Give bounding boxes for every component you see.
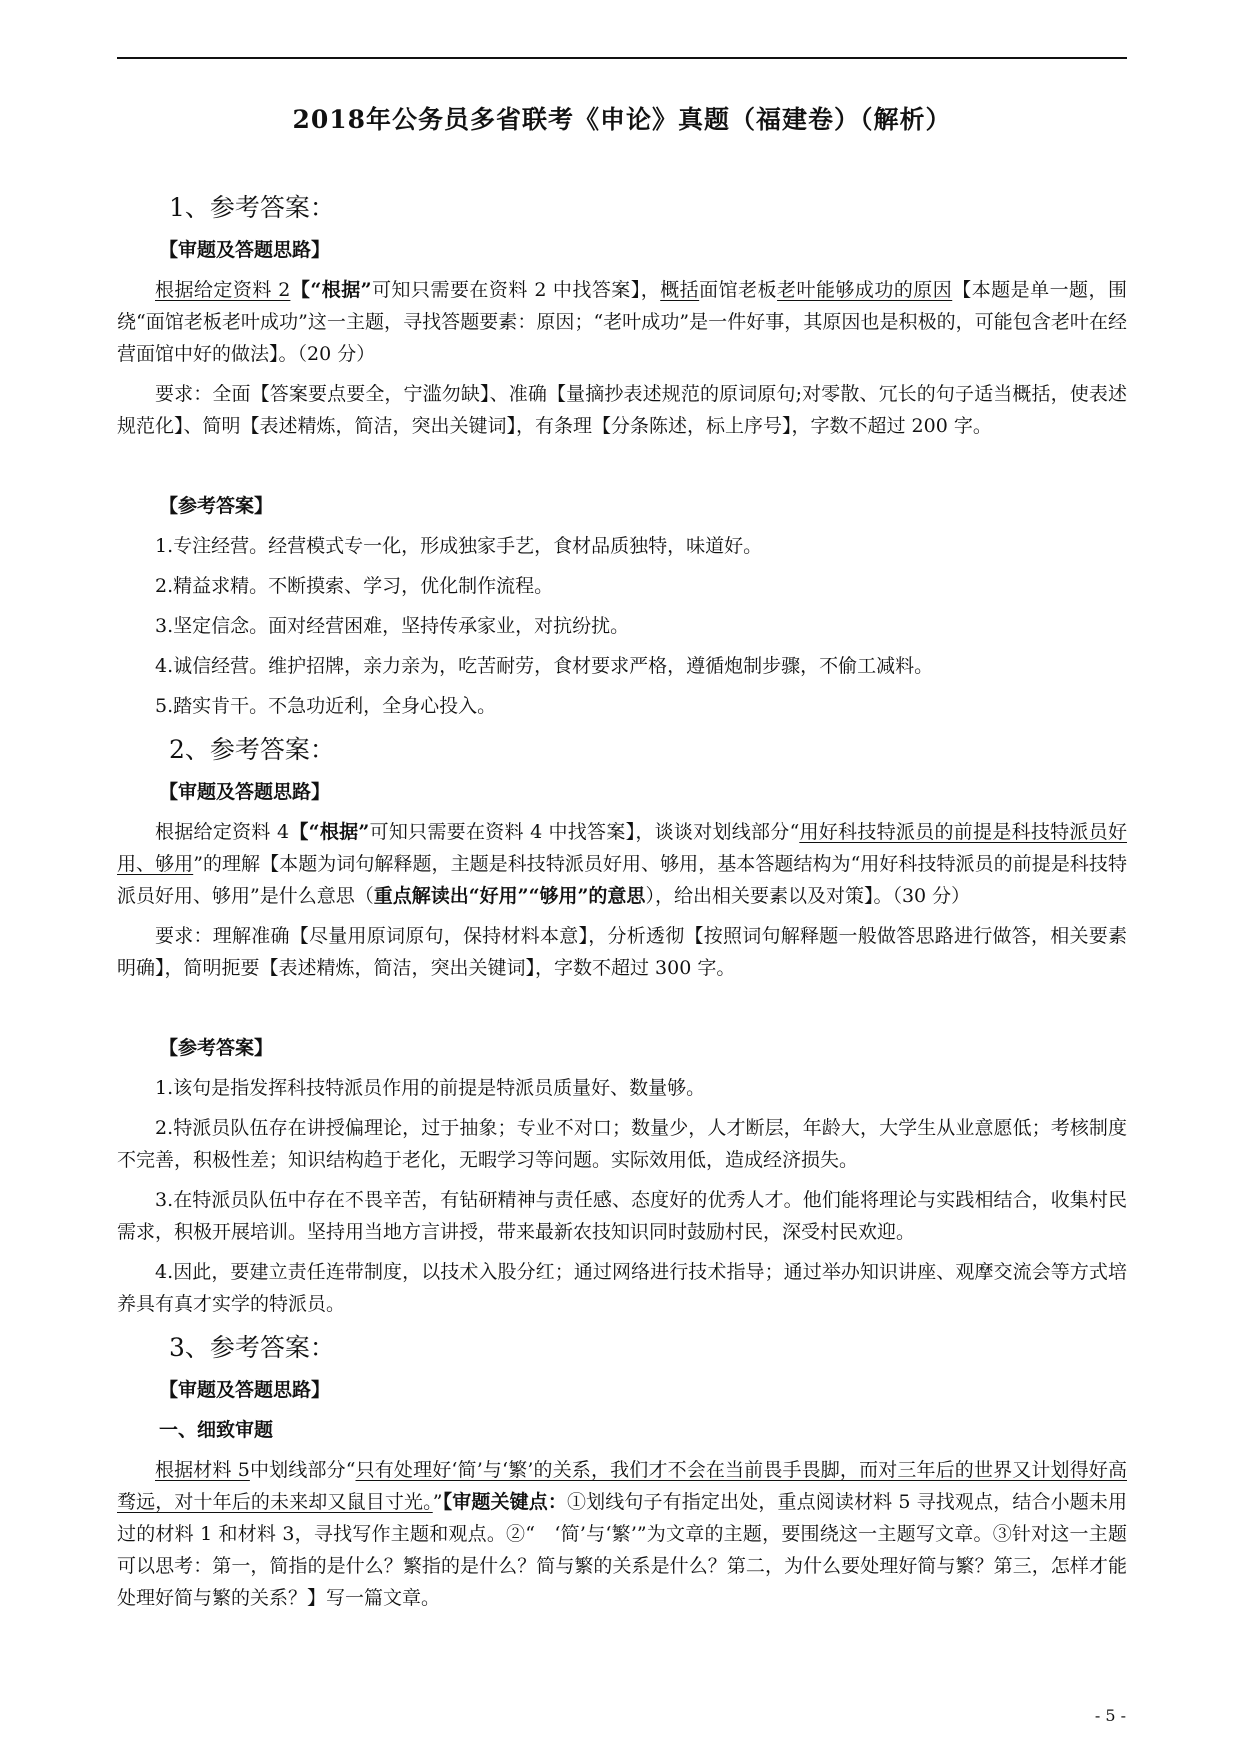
q1-p1-a: 根据给定资料 2 <box>155 279 291 301</box>
page-number: - 5 - <box>1094 1706 1126 1725</box>
q3-idea-label: 【审题及答题思路】 <box>159 1379 331 1401</box>
q2-p1-c: 可知只需要在资料 4 中找答案】，谈谈对划线部分“ <box>369 821 800 843</box>
q1-answer-label: 【参考答案】 <box>159 495 274 517</box>
q2-answer-item: 4.因此，要建立责任连带制度，以技术入股分红；通过网络进行技术指导；通过举办知识讲座、观摩交流会等方式培养具有真才实学的特派员。 <box>117 1261 1127 1315</box>
q1-p1-d: 概括 <box>660 279 700 301</box>
q1-p1-c: 可知只需要在资料 2 中找答案】， <box>371 279 661 301</box>
q2-heading: 2、参考答案： <box>169 735 335 764</box>
q1-answer-item: 1.专注经营。经营模式专一化，形成独家手艺，食材品质独特，味道好。 <box>155 535 763 557</box>
q3-p1-f: ①划线句子有指定出处，重点阅读材料 5 寻找观点，结合小题未用过的材料 1 和材料 3，寻找写作主题和观点。②“ ‘简’与‘繁’”为文章的主题，要围绕这一主题写文章。③针对这一主题可以思考：第一，简指的是什么？繁指的是什么？简与繁的关系是什么？第二，为什么要处理好简与繁？第三，怎样才能处理好简与繁的关系？】写一篇文章。 <box>117 1491 1127 1609</box>
header-rule <box>117 57 1127 59</box>
q2-p1-d: 用好科技特派员的前提是科技特派员好用、够用 <box>117 821 1127 875</box>
page-title: 2018年公务员多省联考《申论》真题（福建卷）（解析） <box>292 105 952 134</box>
q2-p1-g: ），给出相关要素以及对策】。（30 分） <box>645 885 971 907</box>
q1-idea-label: 【审题及答题思路】 <box>159 239 331 261</box>
q2-p1-b: 【“根据” <box>289 821 370 843</box>
q1-answer-item: 4.诚信经营。维护招牌，亲力亲为，吃苦耐劳，食材要求严格，遵循炮制步骤，不偷工减料。 <box>155 655 934 677</box>
q1-heading: 1、参考答案： <box>169 193 335 222</box>
q3-paragraph-1 <box>117 1454 1127 1614</box>
q3-heading: 3、参考答案： <box>169 1333 335 1362</box>
q1-p1-g: 【本题是单一题，围绕“面馆老板老叶成功”这一主题，寻找答题要素：原因；“老叶成功”是一件好事，其原因也是积极的，可能包含老叶在经营面馆中好的做法】。（20 分） <box>117 279 1127 365</box>
q2-paragraph-1 <box>117 816 1127 912</box>
q1-paragraph-2: 要求：全面【答案要点要全，宁滥勿缺】、准确【量摘抄表述规范的原词原句;对零散、冗长的句子适当概括，使表述规范化】、简明【表述精炼，简洁，突出关键词】，有条理【分条陈述，标上序号】，字数不超过 200 字。 <box>117 383 1127 437</box>
q2-paragraph-2: 要求：理解准确【尽量用原词原句，保持材料本意】，分析透彻【按照词句解释题一般做答思路进行做答，相关要素明确】，简明扼要【表述精炼，简洁，突出关键词】，字数不超过 300 字。 <box>117 925 1127 979</box>
q1-answer-item: 3.坚定信念。面对经营困难，坚持传承家业，对抗纷扰。 <box>155 615 630 637</box>
q3-p1-d: ” <box>432 1491 443 1513</box>
q3-p1-a: 根据材料 5 <box>155 1459 250 1481</box>
q2-p1-f: 重点解读出“好用”“够用”的意思 <box>373 885 646 907</box>
q3-p1-e: 【审题关键点： <box>442 1491 568 1513</box>
q2-answer-item: 2.特派员队伍存在讲授偏理论，过于抽象；专业不对口；数量少，人才断层，年龄大，大学生从业意愿低；考核制度不完善，积极性差；知识结构趋于老化，无暇学习等问题。实际效用低，造成经济损失。 <box>117 1117 1127 1171</box>
q2-idea-label: 【审题及答题思路】 <box>159 781 331 803</box>
document-body <box>117 188 1127 1622</box>
q1-paragraph-1 <box>117 274 1127 370</box>
q2-answer-label: 【参考答案】 <box>159 1037 274 1059</box>
q1-answer-item: 5.踏实肯干。不急功近利，全身心投入。 <box>155 695 497 717</box>
q2-answer-item: 1.该句是指发挥科技特派员作用的前提是特派员质量好、数量够。 <box>155 1077 706 1099</box>
q1-p1-b: 【“根据” <box>290 279 372 301</box>
q1-answer-item: 2.精益求精。不断摸索、学习，优化制作流程。 <box>155 575 554 597</box>
q2-answer-item: 3.在特派员队伍中存在不畏辛苦，有钻研精神与责任感、态度好的优秀人才。他们能将理论与实践相结合，收集村民需求，积极开展培训。坚持用当地方言讲授，带来最新农技知识同时鼓励村民，深受村民欢迎。 <box>117 1189 1127 1243</box>
q1-p1-f: 老叶能够成功的原因 <box>777 279 953 301</box>
q2-p1-e: ”的理解【本题为词句解释题，主题是科技特派员好用、够用，基本答题结构为“用好科技特派员的前提是科技特派员好用、够用”是什么意思（ <box>117 853 1127 907</box>
q3-p1-b: 中划线部分“ <box>249 1459 356 1481</box>
q2-p1-a: 根据给定资料 4 <box>155 821 290 843</box>
q3-sub-heading: 一、细致审题 <box>159 1419 274 1441</box>
q1-p1-e: 面馆老板 <box>699 279 778 301</box>
q3-p1-c: 只有处理好‘简’与‘繁’的关系，我们才不会在当前畏手畏脚，而对三年后的世界又计划得好高骛远，对十年后的未来却又鼠目寸光。 <box>117 1459 1127 1513</box>
